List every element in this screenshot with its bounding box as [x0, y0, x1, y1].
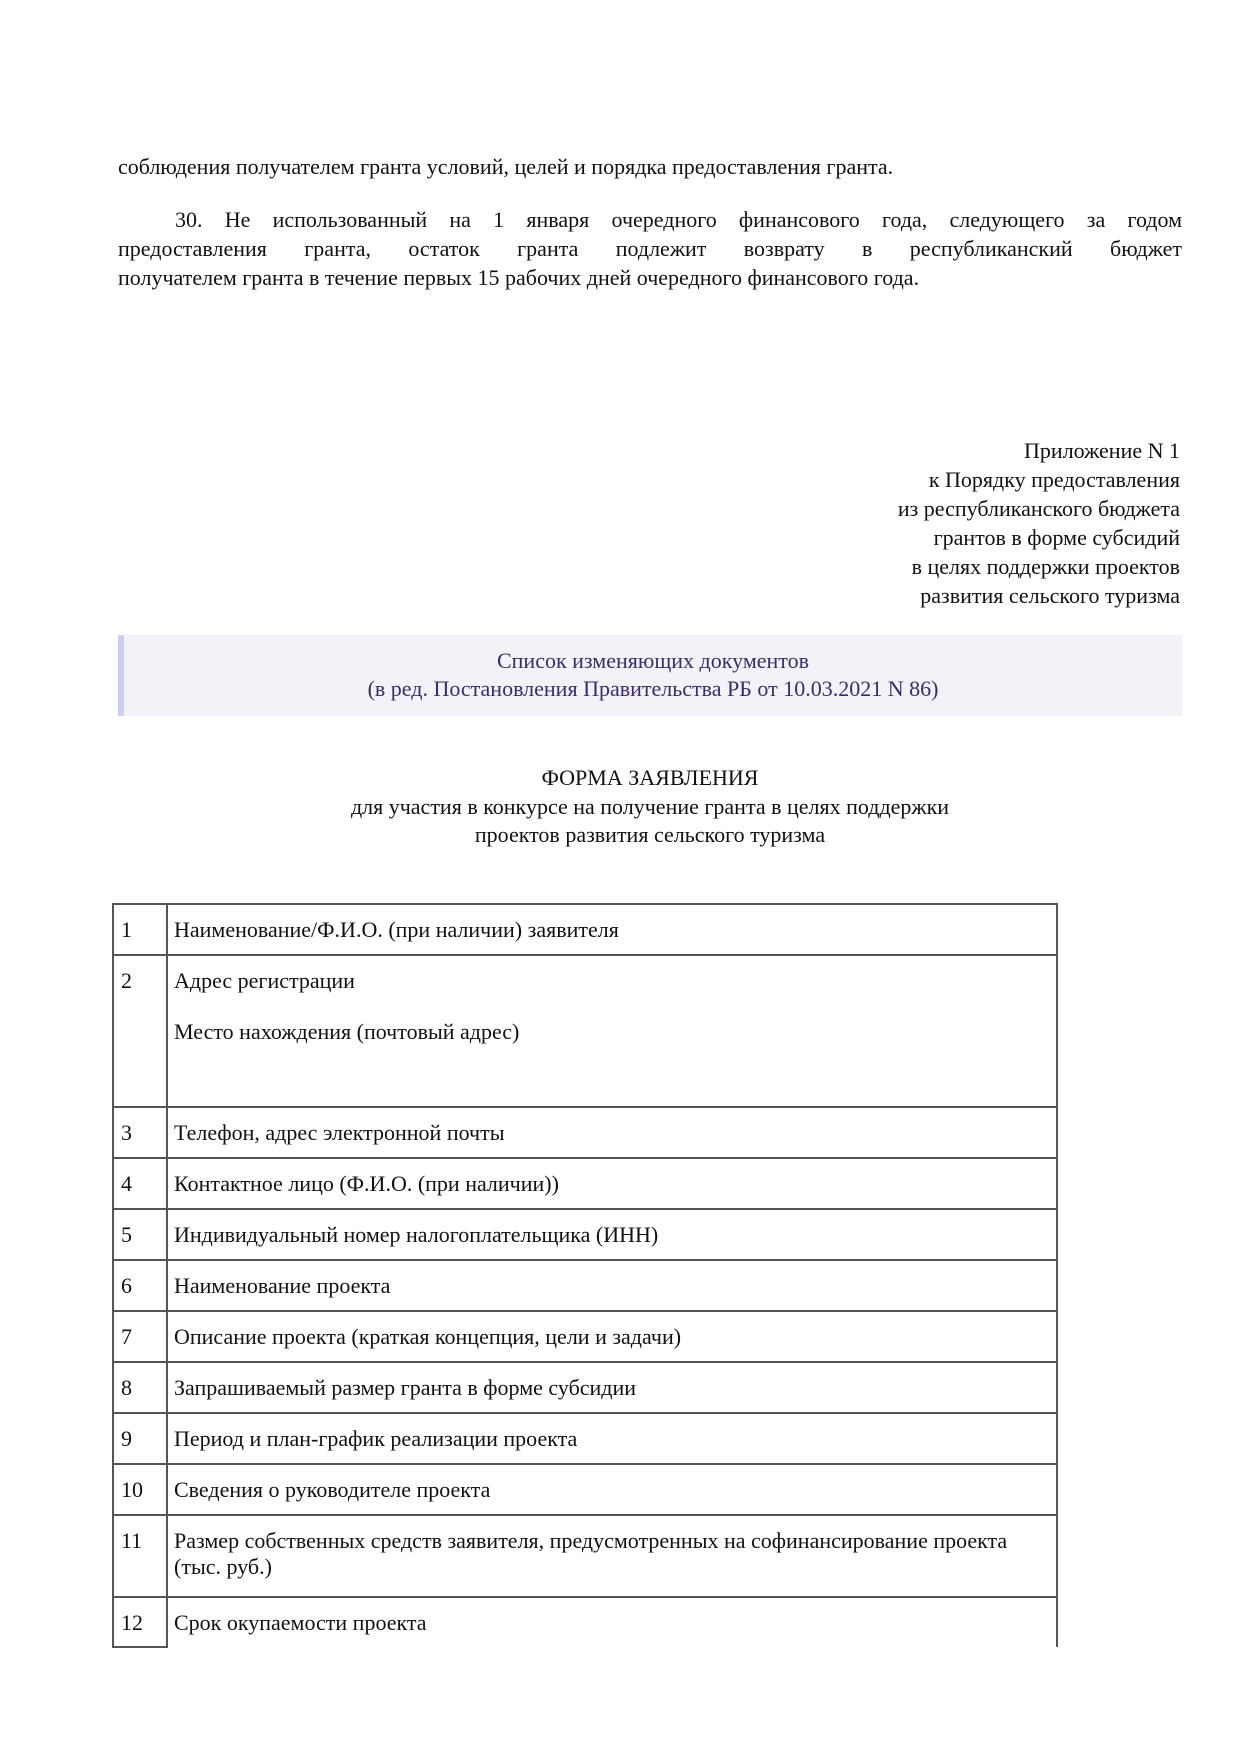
table-row: [113, 1209, 1057, 1260]
form-title: [118, 764, 1182, 850]
table-row: [113, 1158, 1057, 1209]
paragraph-line: предоставления гранта, остаток гранта подлежит возврату в республиканский бюджет: [118, 236, 1182, 261]
appendix-line: Приложение N 1: [1024, 438, 1180, 463]
appendix-line: в целях поддержки проектов: [911, 554, 1180, 579]
table-row: [113, 1311, 1057, 1362]
paragraph-30: [118, 205, 1182, 292]
row-label: Наименование/Ф.И.О. (при наличии) заявителя: [167, 904, 1057, 955]
row-number: 8: [113, 1362, 167, 1413]
row-number: 12: [113, 1597, 167, 1647]
appendix-line: из республиканского бюджета: [897, 496, 1180, 521]
table-row: [113, 955, 1057, 1107]
row-number: 5: [113, 1209, 167, 1260]
appendix-line: к Порядку предоставления: [928, 467, 1180, 492]
row-label: Место нахождения (почтовый адрес): [174, 1019, 520, 1044]
appendix-line: грантов в форме субсидий: [933, 525, 1180, 550]
table-row: [113, 904, 1057, 955]
table-row: [113, 1362, 1057, 1413]
row-label: Сведения о руководителе проекта: [167, 1464, 1057, 1515]
application-form-table: [112, 903, 1058, 1648]
form-heading: ФОРМА ЗАЯВЛЕНИЯ: [541, 765, 759, 790]
form-subheading: для участия в конкурсе на получение гранта в целях поддержки: [350, 793, 950, 819]
appendix-line: развития сельского туризма: [920, 583, 1180, 608]
table-row: [113, 1260, 1057, 1311]
row-label: Период и план-график реализации проекта: [167, 1413, 1057, 1464]
revisions-subtitle[interactable]: (в ред. Постановления Правительства РБ от 10.03.2021 N 86): [367, 676, 939, 701]
row-number: 11: [113, 1515, 167, 1597]
paragraph-line: 30. Не использованный на 1 января очередного финансового года, следующего за годом: [175, 207, 1182, 232]
row-number: 4: [113, 1158, 167, 1209]
row-number: 3: [113, 1107, 167, 1158]
row-label: Контактное лицо (Ф.И.О. (при наличии)): [167, 1158, 1057, 1209]
row-number: 1: [113, 904, 167, 955]
table-row: [113, 1107, 1057, 1158]
revisions-box: [118, 635, 1182, 716]
form-subheading: проектов развития сельского туризма: [474, 822, 826, 847]
paragraph-line: соблюдения получателем гранта условий, целей и порядка предоставления гранта.: [118, 154, 894, 179]
row-label-group: [167, 955, 1057, 1107]
row-number: 6: [113, 1260, 167, 1311]
row-label: Запрашиваемый размер гранта в форме субсидии: [167, 1362, 1057, 1413]
row-label: Наименование проекта: [167, 1260, 1057, 1311]
paragraph-line: получателем гранта в течение первых 15 рабочих дней очередного финансового года.: [118, 265, 920, 290]
table-row: [113, 1597, 1057, 1647]
table-row: [113, 1515, 1057, 1597]
table-row: [113, 1413, 1057, 1464]
table-row: [113, 1464, 1057, 1515]
row-label: Индивидуальный номер налогоплательщика (ИНН): [167, 1209, 1057, 1260]
row-label: Срок окупаемости проекта: [167, 1597, 1057, 1647]
appendix-header: [580, 436, 1180, 610]
previous-paragraph-tail: [118, 152, 1182, 181]
row-label: Описание проекта (краткая концепция, цели и задачи): [167, 1311, 1057, 1362]
row-label: Телефон, адрес электронной почты: [167, 1107, 1057, 1158]
row-label: Размер собственных средств заявителя, предусмотренных на софинансирование проекта (тыс. руб.): [167, 1515, 1057, 1597]
row-number: 7: [113, 1311, 167, 1362]
revisions-title: Список изменяющих документов: [496, 648, 809, 673]
row-label: Адрес регистрации: [174, 968, 355, 993]
row-number: 9: [113, 1413, 167, 1464]
row-number: 2: [113, 955, 167, 1107]
row-number: 10: [113, 1464, 167, 1515]
